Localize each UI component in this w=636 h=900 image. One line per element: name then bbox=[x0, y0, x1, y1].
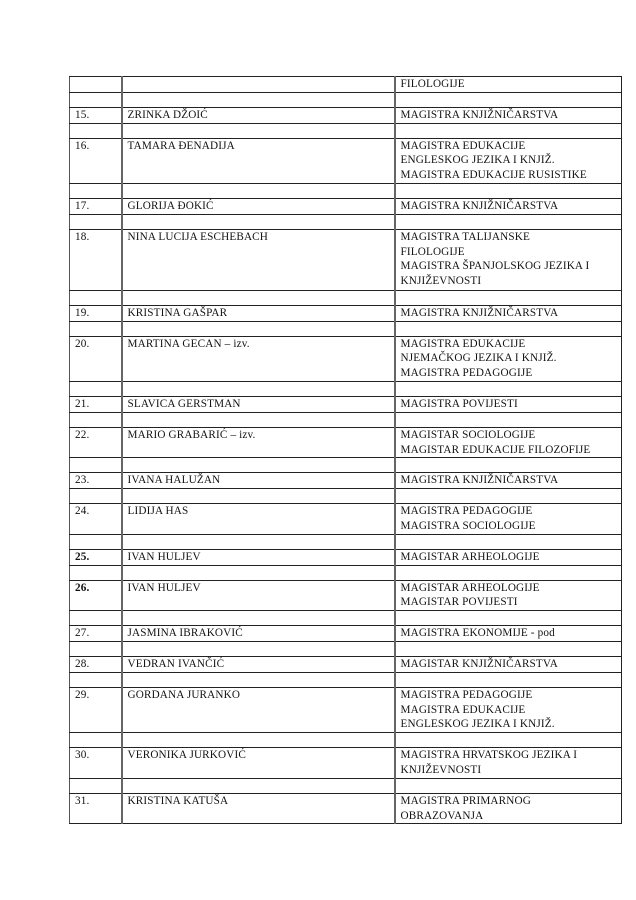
degree-line: MAGISTRA KNJIŽNIČARSTVA bbox=[400, 306, 559, 319]
row-number: 26. bbox=[70, 580, 122, 611]
degree-line: MAGISTAR ARHEOLOGIJE bbox=[400, 550, 540, 563]
empty-cell bbox=[395, 412, 622, 427]
empty-cell bbox=[70, 778, 122, 793]
empty-cell bbox=[122, 565, 395, 580]
person-name: GLORIJA ĐOKIĆ bbox=[122, 198, 395, 214]
empty-cell bbox=[70, 381, 122, 396]
degree-line: KNJIŽEVNOSTI bbox=[400, 275, 482, 288]
degree-line: OBRAZOVANJA bbox=[400, 809, 484, 822]
empty-cell bbox=[70, 565, 122, 580]
person-name: KRISTINA GAŠPAR bbox=[122, 305, 395, 321]
empty-cell bbox=[70, 489, 122, 504]
table-row bbox=[70, 107, 622, 123]
spacer-row bbox=[70, 534, 622, 549]
spacer-row bbox=[70, 611, 622, 626]
row-number: 25. bbox=[70, 549, 122, 565]
empty-cell bbox=[395, 458, 622, 473]
row-number: 17. bbox=[70, 198, 122, 214]
degree-cell bbox=[395, 427, 622, 458]
spacer-row bbox=[70, 214, 622, 229]
row-number: 30. bbox=[70, 748, 122, 779]
person-name: TAMARA ĐENADIJA bbox=[122, 138, 395, 183]
degree-line: MAGISTRA POVIJESTI bbox=[400, 397, 518, 410]
row-number: 15. bbox=[70, 107, 122, 123]
degree-cell bbox=[395, 473, 622, 489]
person-name: IVANA HALUŽAN bbox=[122, 473, 395, 489]
spacer-row bbox=[70, 183, 622, 198]
empty-cell bbox=[395, 290, 622, 305]
degree-cell bbox=[395, 793, 622, 824]
table-row bbox=[70, 229, 622, 290]
empty-cell bbox=[70, 321, 122, 336]
empty-cell bbox=[122, 123, 395, 138]
table-row bbox=[70, 687, 622, 732]
empty-cell bbox=[122, 183, 395, 198]
degree-cell bbox=[395, 626, 622, 642]
degree-cell bbox=[395, 687, 622, 732]
person-name: LIDIJA HAS bbox=[122, 504, 395, 535]
degree-cell bbox=[395, 107, 622, 123]
degree-line: ENGLESKOG JEZIKA I KNJIŽ. bbox=[400, 154, 555, 167]
spacer-row bbox=[70, 641, 622, 656]
degree-line: MAGISTAR EDUKACIJE FILOZOFIJE bbox=[400, 443, 591, 456]
degree-cell bbox=[395, 396, 622, 412]
table-row bbox=[70, 77, 622, 93]
spacer-row bbox=[70, 290, 622, 305]
table-row bbox=[70, 473, 622, 489]
spacer-row bbox=[70, 458, 622, 473]
empty-cell bbox=[70, 123, 122, 138]
person-name: JASMINA IBRAKOVIĆ bbox=[122, 626, 395, 642]
empty-cell bbox=[70, 733, 122, 748]
person-name: MARIO GRABARIĆ – izv. bbox=[122, 427, 395, 458]
row-number: 16. bbox=[70, 138, 122, 183]
degree-cell bbox=[395, 549, 622, 565]
degree-line: MAGISTRA PEDAGOGIJE bbox=[400, 688, 533, 701]
person-name: IVAN HULJEV bbox=[122, 580, 395, 611]
degree-line: MAGISTRA TALIJANSKE bbox=[400, 230, 530, 243]
empty-cell bbox=[122, 672, 395, 687]
degree-line: MAGISTRA HRVATSKOG JEZIKA I bbox=[400, 749, 578, 762]
empty-cell bbox=[395, 92, 622, 107]
degree-line: MAGISTRA ŠPANJOLSKOG JEZIKA I bbox=[400, 260, 590, 273]
degree-line: MAGISTAR ARHEOLOGIJE bbox=[400, 581, 540, 594]
empty-cell bbox=[395, 381, 622, 396]
empty-cell bbox=[395, 565, 622, 580]
empty-cell bbox=[70, 290, 122, 305]
empty-cell bbox=[395, 321, 622, 336]
empty-cell bbox=[122, 92, 395, 107]
person-name: MARTINA GECAN – izv. bbox=[122, 336, 395, 381]
row-number bbox=[70, 77, 122, 93]
empty-cell bbox=[70, 183, 122, 198]
degree-line: MAGISTRA PRIMARNOG bbox=[400, 794, 531, 807]
spacer-row bbox=[70, 381, 622, 396]
empty-cell bbox=[70, 92, 122, 107]
degree-line: NJEMAČKOG JEZIKA I KNJIŽ. bbox=[400, 352, 557, 365]
spacer-row bbox=[70, 672, 622, 687]
empty-cell bbox=[122, 641, 395, 656]
degree-line: ENGLESKOG JEZIKA I KNJIŽ. bbox=[400, 718, 555, 731]
empty-cell bbox=[122, 534, 395, 549]
empty-cell bbox=[122, 214, 395, 229]
spacer-row bbox=[70, 733, 622, 748]
empty-cell bbox=[70, 534, 122, 549]
degree-line: MAGISTRA SOCIOLOGIJE bbox=[400, 519, 536, 532]
row-number: 31. bbox=[70, 793, 122, 824]
table-row bbox=[70, 336, 622, 381]
degree-line: FILOLOGIJE bbox=[400, 78, 465, 90]
empty-cell bbox=[122, 381, 395, 396]
degree-line: KNJIŽEVNOSTI bbox=[400, 763, 482, 776]
empty-cell bbox=[395, 611, 622, 626]
table-row bbox=[70, 748, 622, 779]
person-name: GORDANA JURANKO bbox=[122, 687, 395, 732]
row-number: 28. bbox=[70, 656, 122, 672]
person-name: KRISTINA KATUŠA bbox=[122, 793, 395, 824]
degree-line: MAGISTRA EKONOMIJE - pod bbox=[400, 627, 555, 640]
person-name: SLAVICA GERSTMAN bbox=[122, 396, 395, 412]
degree-cell bbox=[395, 198, 622, 214]
degree-cell bbox=[395, 656, 622, 672]
row-number: 27. bbox=[70, 626, 122, 642]
person-name: ZRINKA DŽOIĆ bbox=[122, 107, 395, 123]
empty-cell bbox=[395, 778, 622, 793]
person-name: VEDRAN IVANČIĆ bbox=[122, 656, 395, 672]
empty-cell bbox=[70, 214, 122, 229]
table-row bbox=[70, 549, 622, 565]
empty-cell bbox=[122, 489, 395, 504]
empty-cell bbox=[122, 733, 395, 748]
row-number: 22. bbox=[70, 427, 122, 458]
degree-cell bbox=[395, 305, 622, 321]
table-row bbox=[70, 580, 622, 611]
degree-line: MAGISTRA KNJIŽNIČARSTVA bbox=[400, 474, 559, 487]
person-name: NINA LUCIJA ESCHEBACH bbox=[122, 229, 395, 290]
empty-cell bbox=[70, 458, 122, 473]
degree-cell bbox=[395, 77, 622, 93]
table-row bbox=[70, 305, 622, 321]
table-row bbox=[70, 138, 622, 183]
empty-cell bbox=[395, 641, 622, 656]
degree-cell bbox=[395, 138, 622, 183]
empty-cell bbox=[122, 321, 395, 336]
table-row bbox=[70, 396, 622, 412]
row-number: 20. bbox=[70, 336, 122, 381]
empty-cell bbox=[122, 778, 395, 793]
degree-line: MAGISTRA EDUKACIJE bbox=[400, 703, 526, 716]
row-number: 21. bbox=[70, 396, 122, 412]
empty-cell bbox=[122, 290, 395, 305]
degree-line: FILOLOGIJE bbox=[400, 245, 465, 258]
degree-line: MAGISTRA EDUKACIJE bbox=[400, 337, 526, 350]
degree-line: MAGISTRA KNJIŽNIČARSTVA bbox=[400, 199, 559, 212]
spacer-row bbox=[70, 412, 622, 427]
empty-cell bbox=[122, 458, 395, 473]
degree-cell bbox=[395, 229, 622, 290]
empty-cell bbox=[122, 611, 395, 626]
degree-line: MAGISTAR KNJIŽNIČARSTVA bbox=[400, 657, 558, 670]
row-number: 24. bbox=[70, 504, 122, 535]
table-row bbox=[70, 427, 622, 458]
empty-cell bbox=[70, 412, 122, 427]
spacer-row bbox=[70, 123, 622, 138]
degree-line: MAGISTRA PEDAGOGIJE bbox=[400, 505, 533, 518]
degree-line: MAGISTAR SOCIOLOGIJE bbox=[400, 428, 536, 441]
empty-cell bbox=[395, 489, 622, 504]
degree-cell bbox=[395, 504, 622, 535]
empty-cell bbox=[395, 123, 622, 138]
degree-cell bbox=[395, 580, 622, 611]
empty-cell bbox=[395, 733, 622, 748]
spacer-row bbox=[70, 92, 622, 107]
table-row bbox=[70, 626, 622, 642]
empty-cell bbox=[395, 672, 622, 687]
row-number: 18. bbox=[70, 229, 122, 290]
table-row bbox=[70, 793, 622, 824]
person-name bbox=[122, 77, 395, 93]
row-number: 23. bbox=[70, 473, 122, 489]
empty-cell bbox=[70, 641, 122, 656]
person-name: VERONIKA JURKOVIĆ bbox=[122, 748, 395, 779]
degree-line: MAGISTRA PEDAGOGIJE bbox=[400, 367, 533, 380]
spacer-row bbox=[70, 489, 622, 504]
empty-cell bbox=[395, 534, 622, 549]
empty-cell bbox=[70, 672, 122, 687]
row-number: 29. bbox=[70, 687, 122, 732]
table-row bbox=[70, 656, 622, 672]
empty-cell bbox=[395, 183, 622, 198]
table-row bbox=[70, 198, 622, 214]
degree-line: MAGISTRA KNJIŽNIČARSTVA bbox=[400, 108, 559, 121]
degree-line: MAGISTRA EDUKACIJE bbox=[400, 139, 526, 152]
empty-cell bbox=[122, 412, 395, 427]
spacer-row bbox=[70, 321, 622, 336]
person-name: IVAN HULJEV bbox=[122, 549, 395, 565]
degree-cell bbox=[395, 336, 622, 381]
degree-cell bbox=[395, 748, 622, 779]
table-row bbox=[70, 504, 622, 535]
spacer-row bbox=[70, 565, 622, 580]
degree-line: MAGISTAR POVIJESTI bbox=[400, 596, 518, 609]
empty-cell bbox=[70, 611, 122, 626]
empty-cell bbox=[395, 214, 622, 229]
degree-line: MAGISTRA EDUKACIJE RUSISTIKE bbox=[400, 169, 587, 182]
table-body bbox=[70, 77, 622, 824]
graduates-table bbox=[69, 76, 622, 824]
spacer-row bbox=[70, 778, 622, 793]
row-number: 19. bbox=[70, 305, 122, 321]
